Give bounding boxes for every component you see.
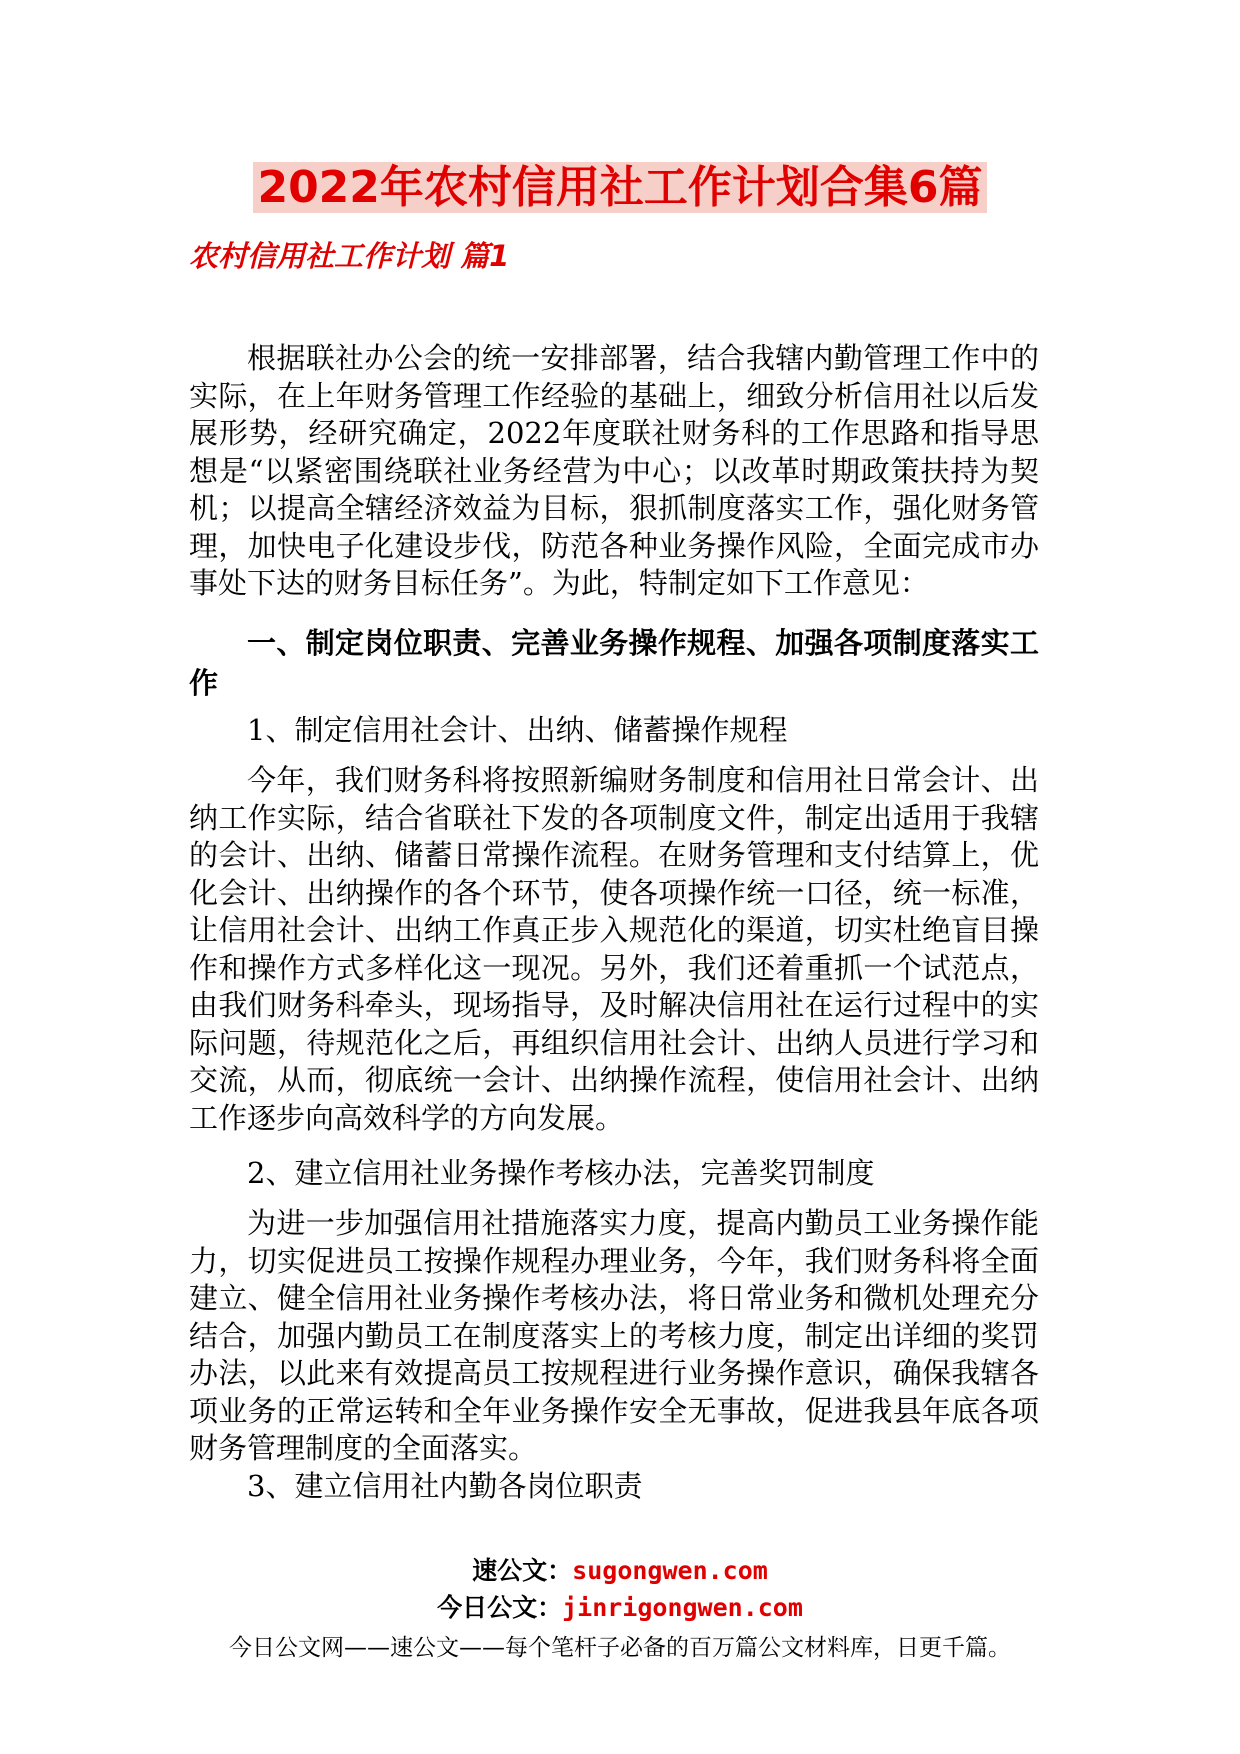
footer-link-jinrigongwen[interactable]: jinrigongwen.com [562,1593,803,1622]
footer-line-sugongwen [0,1555,1240,1587]
footer-line-jinrigongwen [0,1592,1240,1624]
subheading-item-2: 2、建立信用社业务操作考核办法，完善奖罚制度 [247,1156,875,1190]
subheading-item-1: 1、制定信用社会计、出纳、储蓄操作规程 [247,713,788,747]
subheading-item-3: 3、建立信用社内勤各岗位职责 [247,1469,643,1503]
heading-part-one: 一、制定岗位职责、完善业务操作规程、加强各项制度落实工作 [189,626,1039,700]
document-title [0,160,1240,216]
paragraph-item-2: 为进一步加强信用社措施落实力度，提高内勤员工业务操作能力，切实促进员工按操作规程办理业务，今年，我们财务科将全面建立、健全信用社业务操作考核办法，将日常业务和微机处理充分结合，加强内勤员工在制度落实上的考核力度，制定出详细的奖罚办法，以此来有效提高员工按规程进行业务操作意识，确保我辖各项业务的正常运转和全年业务操作安全无事故，促进我县年底各项财务管理制度的全面落实。 [189,1206,1039,1465]
footer-label-jinrigongwen: 今日公文： [437,1593,563,1622]
paragraph-item-1: 今年，我们财务科将按照新编财务制度和信用社日常会计、出纳工作实际，结合省联社下发的各项制度文件，制定出适用于我辖的会计、出纳、储蓄日常操作流程。在财务管理和支付结算上，优化会计、出纳操作的各个环节，使各项操作统一口径，统一标准，让信用社会计、出纳工作真正步入规范化的渠道，切实杜绝盲目操作和操作方式多样化这一现况。另外，我们还着重抓一个试范点，由我们财务科牵头，现场指导，及时解决信用社在运行过程中的实际问题，待规范化之后，再组织信用社会计、出纳人员进行学习和交流，从而，彻底统一会计、出纳操作流程，使信用社会计、出纳工作逐步向高效科学的方向发展。 [189,763,1039,1135]
footer-label-sugongwen: 速公文： [472,1556,573,1585]
footer-slogan: 今日公文网——速公文——每个笔杆子必备的百万篇公文材料库，日更千篇。 [229,1635,1011,1661]
intro-paragraph: 根据联社办公会的统一安排部署，结合我辖内勤管理工作中的实际，在上年财务管理工作经验的基础上，细致分析信用社以后发展形势，经研究确定，2022年度联社财务科的工作思路和指导思想是“以紧密围绕联社业务经营为中心；以改革时期政策扶持为契机；以提高全辖经济效益为目标，狠抓制度落实工作，强化财务管理，加快电子化建设步伐，防范各种业务操作风险，全面完成市办事处下达的财务目标任务”。为此，特制定如下工作意见： [189,341,1039,600]
section-title: 农村信用社工作计划 篇1 [189,239,510,273]
footer-link-sugongwen[interactable]: sugongwen.com [572,1556,768,1585]
document-title-text: 2022年农村信用社工作计划合集6篇 [253,162,986,213]
